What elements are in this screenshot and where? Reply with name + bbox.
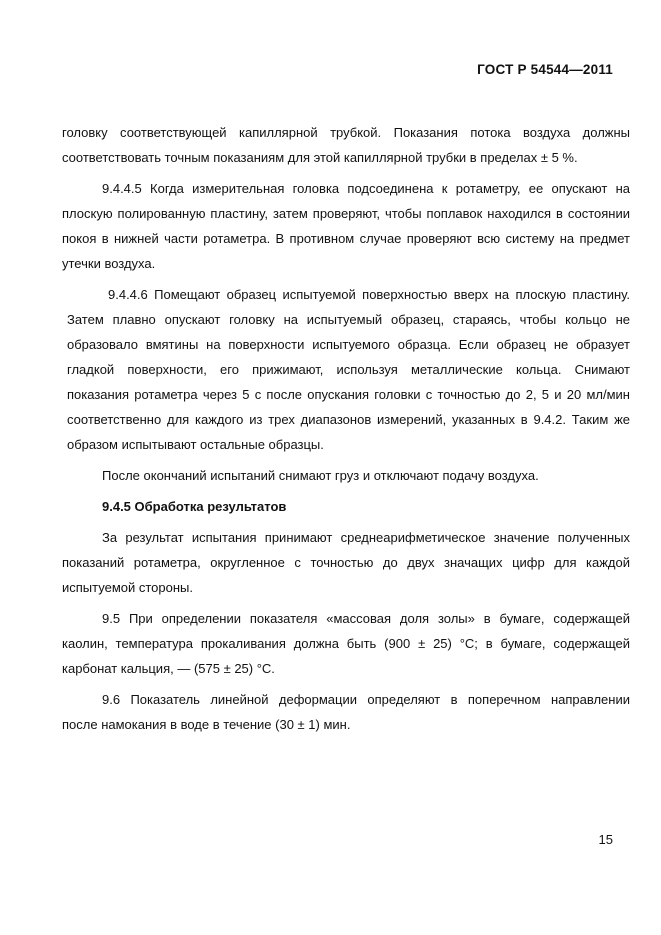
text-line: покоя в нижней части ротаметра. В противном случае проверяют всю систему на предмет: [62, 231, 630, 246]
text-line: плоскую полированную пластину, затем проверяют, чтобы поплавок находился в состоянии: [62, 206, 630, 221]
section-heading: 9.4.5 Обработка результатов: [102, 499, 287, 514]
text-line: Затем плавно опускают головку на испытуемый образец, стараясь, чтобы кольцо не: [67, 312, 630, 327]
paragraph: [62, 687, 630, 737]
text-line: каолин, температура прокаливания должна быть (900 ± 25) °С; в бумаге, содержащей: [62, 636, 630, 651]
text-line: головку соответствующей капиллярной трубкой. Показания потока воздуха должны: [62, 125, 630, 140]
text-line: образом испытывают остальные образцы.: [67, 437, 324, 452]
paragraph: [62, 176, 630, 276]
text-line: показания ротаметра через 5 с после опускания головки с точностью до 2, 5 и 20 мл/мин: [67, 387, 630, 402]
text-line: утечки воздуха.: [62, 256, 156, 271]
document-header: ГОСТ Р 54544—2011: [477, 62, 613, 77]
text-line: 9.5 При определении показателя «массовая доля золы» в бумаге, содержащей: [102, 611, 630, 626]
text-line: 9.4.4.5 Когда измерительная головка подсоединена к ротаметру, ее опускают на: [102, 181, 630, 196]
text-line: показаний ротаметра, округленное с точностью до двух значащих цифр для каждой: [62, 555, 630, 570]
text-line: образовало вмятины на поверхности испытуемого образца. Если образец не образует: [67, 337, 630, 352]
text-line: соответствовать точным показаниям для этой капиллярной трубки в пределах ± 5 %.: [62, 150, 578, 165]
text-line: 9.6 Показатель линейной деформации определяют в поперечном направлении: [102, 692, 630, 707]
text-line: гладкой поверхности, его прижимают, используя металлические кольца. Снимают: [67, 362, 630, 377]
text-line: соответственно для каждого из трех диапазонов измерений, указанных в 9.4.2. Таким же: [67, 412, 630, 427]
text-line: 9.4.4.6 Помещают образец испытуемой поверхностью вверх на плоскую пластину.: [108, 287, 630, 302]
paragraph: [62, 463, 630, 488]
paragraph: [62, 525, 630, 600]
paragraph: [62, 282, 630, 457]
text-line: карбонат кальция, — (575 ± 25) °С.: [62, 661, 275, 676]
text-line: После окончаний испытаний снимают груз и отключают подачу воздуха.: [102, 468, 539, 483]
page-body: [62, 120, 630, 743]
text-line: За результат испытания принимают среднеарифметическое значение полученных: [102, 530, 630, 545]
paragraph: [62, 120, 630, 170]
text-line: испытуемой стороны.: [62, 580, 194, 595]
page-number: 15: [598, 832, 613, 847]
text-line: после намокания в воде в течение (30 ± 1) мин.: [62, 717, 351, 732]
paragraph: [62, 606, 630, 681]
